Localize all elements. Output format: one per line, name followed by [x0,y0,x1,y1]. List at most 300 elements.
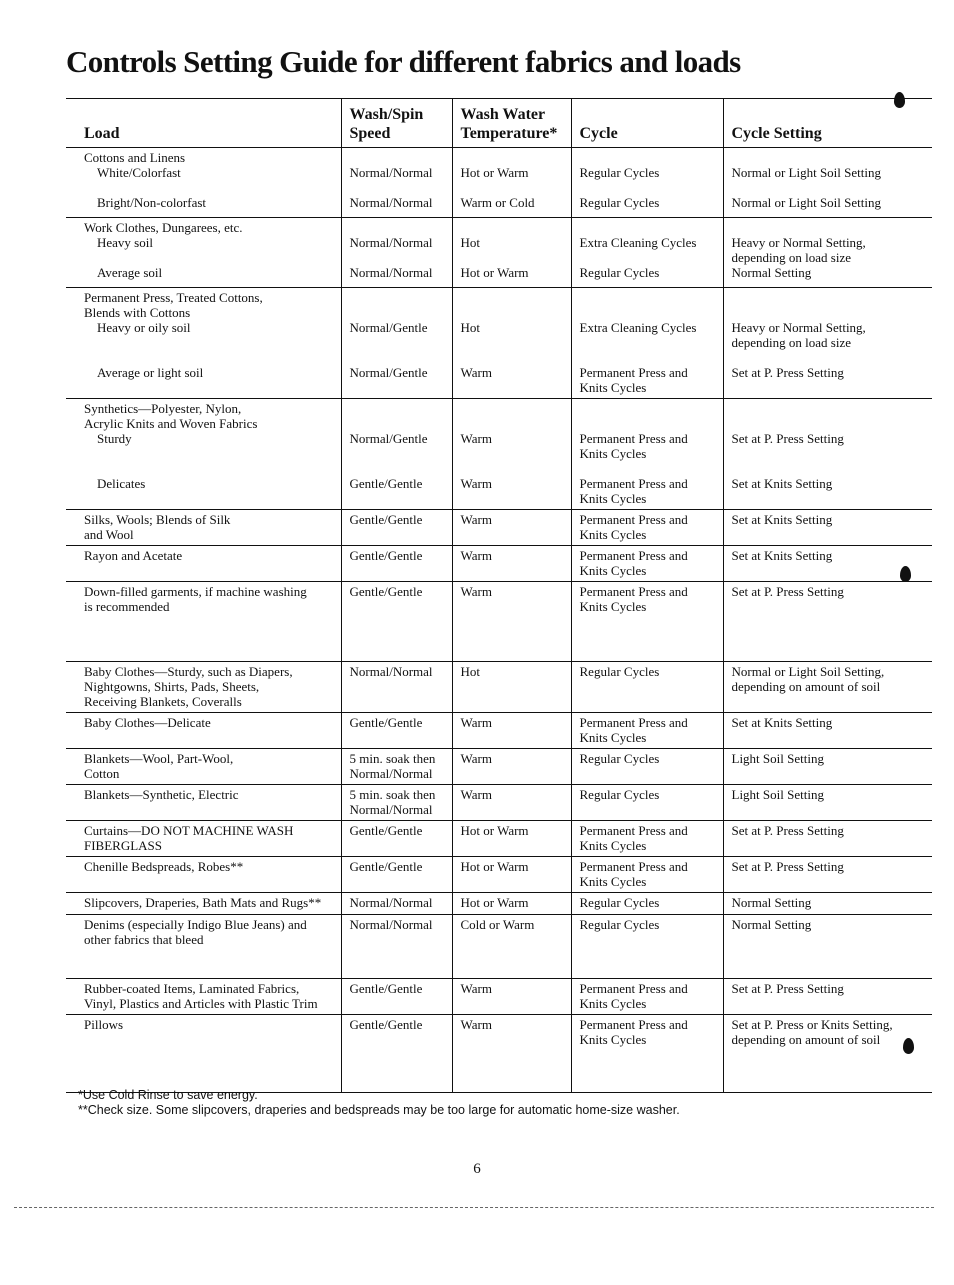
load-line: Receiving Blankets, Coveralls [84,694,242,709]
table-row [66,510,932,546]
cycle-cell [571,821,723,857]
load-line: Permanent Press, Treated Cottons, [84,290,263,305]
table-row [66,1015,932,1093]
controls-setting-table [66,98,932,1093]
cycle-line [580,305,717,320]
load-line: FIBERGLASS [84,838,163,853]
cycle-line: Knits Cycles [579,730,647,745]
cycle-line: Regular Cycles [579,787,660,802]
cycle-line [580,220,717,235]
cycle-cell [571,893,723,915]
temperature-cell [452,1015,571,1093]
load-cell [66,662,341,713]
cycle-line: Permanent Press and [579,981,688,996]
speed-cell [341,148,452,218]
cycle-line: Regular Cycles [579,265,660,280]
load-line: Slipcovers, Draperies, Bath Mats and Rugs** [84,895,322,910]
speed-line: Gentle/Gentle [349,1017,423,1032]
load-line: Rayon and Acetate [84,548,183,563]
cycle-line: Knits Cycles [579,874,647,889]
load-line: Acrylic Knits and Woven Fabrics [84,416,258,431]
cycle-setting-cell [723,582,932,662]
cycle-line: Knits Cycles [579,1032,647,1047]
speed-cell [341,662,452,713]
cycle-line: Knits Cycles [579,527,647,542]
temp-line: Warm [460,787,492,802]
load-cell [66,915,341,979]
temp-line: Hot or Warm [460,859,529,874]
setting-line: Heavy or Normal Setting, [731,235,866,250]
temp-line: Warm [460,512,492,527]
temp-line [461,150,565,165]
cycle-cell [571,582,723,662]
footnote-check-size: **Check size. Some slipcovers, draperies and bedspreads may be too large for automatic home-size washer. [78,1103,680,1117]
speed-line [350,290,446,305]
cycle-line: Permanent Press and [579,1017,688,1032]
speed-line: Gentle/Gentle [349,584,423,599]
load-cell [66,893,341,915]
cycle-line: Extra Cleaning Cycles [579,320,697,335]
setting-line: depending on load size [731,250,851,265]
speed-line: Normal/Normal [349,165,433,180]
temp-line: Hot [460,320,480,335]
speed-cell [341,915,452,979]
cycle-setting-cell [723,510,932,546]
temp-line: Hot [460,235,480,250]
temperature-cell [452,510,571,546]
speed-line [350,305,446,320]
setting-line [732,416,927,431]
cycle-setting-cell [723,821,932,857]
table-body [66,148,932,1093]
temp-line [461,461,565,476]
load-line: Average or light soil [97,365,204,380]
cycle-line: Permanent Press and [579,476,688,491]
load-cell [66,713,341,749]
cycle-cell [571,915,723,979]
temp-line [461,416,565,431]
cycle-cell [571,546,723,582]
load-line: Bright/Non-colorfast [97,195,207,210]
temp-line [461,180,565,195]
speed-line: Normal/Normal [349,895,433,910]
load-cell [66,785,341,821]
cycle-setting-cell [723,857,932,893]
setting-line: Set at Knits Setting [731,548,833,563]
load-line: Cotton [84,766,120,781]
load-cell [66,1015,341,1093]
speed-line [350,180,446,195]
speed-cell [341,785,452,821]
speed-cell [341,218,452,288]
table-row [66,546,932,582]
cycle-cell [571,857,723,893]
temperature-cell [452,662,571,713]
table-row [66,148,932,218]
speed-line: Normal/Gentle [349,320,428,335]
speed-cell [341,510,452,546]
setting-line [732,350,927,365]
cycle-cell [571,510,723,546]
speed-line: Normal/Normal [349,195,433,210]
speed-line: Gentle/Gentle [349,981,423,996]
load-cell [66,510,341,546]
table-row [66,979,932,1015]
cycle-cell [571,288,723,399]
speed-line: Gentle/Gentle [349,715,423,730]
setting-line: Set at P. Press Setting [731,584,844,599]
cycle-cell [571,662,723,713]
cycle-setting-cell [723,288,932,399]
speed-cell [341,1015,452,1093]
load-cell [66,821,341,857]
cycle-line [580,290,717,305]
table-row [66,582,932,662]
load-line: Blankets—Wool, Part-Wool, [84,751,234,766]
cycle-setting-cell [723,713,932,749]
cycle-line: Regular Cycles [579,664,660,679]
speed-line: Normal/Normal [349,802,433,817]
cycle-setting-cell [723,218,932,288]
column-header-cycle: Cycle [571,99,723,148]
speed-line [350,335,446,350]
temp-line: Warm [460,476,492,491]
load-cell [66,288,341,399]
cycle-line: Regular Cycles [579,195,660,210]
speed-line: Normal/Gentle [349,431,428,446]
speed-line: Normal/Normal [349,235,433,250]
setting-line [732,220,927,235]
cycle-line [580,416,717,431]
binder-hole-mark [894,92,905,108]
setting-line: Set at P. Press Setting [731,859,844,874]
column-header-load: Load [84,125,120,142]
setting-line: depending on load size [731,335,851,350]
setting-line [732,290,927,305]
speed-line [350,150,446,165]
temp-line [461,290,565,305]
load-cell [66,749,341,785]
setting-line: depending on amount of soil [731,1032,881,1047]
setting-line: Heavy or Normal Setting, [731,320,866,335]
load-line: Blends with Cottons [84,305,191,320]
temp-line: Warm [460,715,492,730]
speed-line: Gentle/Gentle [349,512,423,527]
cycle-line: Knits Cycles [579,446,647,461]
load-cell [66,582,341,662]
load-line: Curtains—DO NOT MACHINE WASH [84,823,294,838]
temperature-cell [452,979,571,1015]
speed-line: Gentle/Gentle [349,823,423,838]
cycle-line: Permanent Press and [579,365,688,380]
cycle-setting-cell [723,662,932,713]
setting-line [732,446,927,461]
cycle-line: Knits Cycles [579,838,647,853]
setting-line: Normal or Light Soil Setting [731,165,881,180]
temperature-cell [452,399,571,510]
speed-line: 5 min. soak then [349,751,436,766]
setting-line: Set at P. Press or Knits Setting, [731,1017,893,1032]
load-line: Down-filled garments, if machine washing [84,584,307,599]
speed-line: Normal/Normal [349,917,433,932]
footnote-cold-rinse: *Use Cold Rinse to save energy. [78,1088,258,1102]
load-cell [66,218,341,288]
cycle-line: Permanent Press and [579,715,688,730]
setting-line: Normal Setting [731,917,812,932]
setting-line: Light Soil Setting [731,751,824,766]
cycle-line: Regular Cycles [579,165,660,180]
table-row [66,893,932,915]
load-line: Baby Clothes—Delicate [84,715,211,730]
speed-cell [341,546,452,582]
speed-cell [341,288,452,399]
column-header-temperature: Wash Water Temperature* [452,99,571,148]
table-row [66,662,932,713]
load-cell [66,979,341,1015]
cycle-line: Knits Cycles [579,380,647,395]
cycle-cell [571,218,723,288]
setting-line: Normal Setting [731,895,812,910]
speed-line [350,416,446,431]
load-line: Silks, Wools; Blends of Silk [84,512,231,527]
speed-line [350,446,446,461]
cycle-cell [571,749,723,785]
temperature-cell [452,713,571,749]
temperature-cell [452,893,571,915]
setting-line [732,461,927,476]
load-line [84,180,335,195]
speed-line [350,220,446,235]
setting-line: Normal Setting [731,265,812,280]
setting-line: Set at Knits Setting [731,476,833,491]
load-line [84,350,335,365]
load-line [84,446,335,461]
temp-line: Warm [460,365,492,380]
load-line [84,461,335,476]
load-line: and Wool [84,527,134,542]
temp-line [461,401,565,416]
cycle-line [580,250,717,265]
setting-line: Set at P. Press Setting [731,823,844,838]
cycle-setting-cell [723,893,932,915]
table-row [66,399,932,510]
cycle-line: Regular Cycles [579,751,660,766]
cycle-setting-cell [723,979,932,1015]
cycle-cell [571,713,723,749]
load-line: Average soil [97,265,163,280]
load-line: White/Colorfast [97,165,181,180]
page-number: 6 [473,1161,481,1177]
table-row [66,915,932,979]
cycle-line [580,335,717,350]
cycle-line: Regular Cycles [579,895,660,910]
setting-line [732,305,927,320]
cycle-line [580,401,717,416]
column-header-speed: Wash/Spin Speed [341,99,452,148]
setting-line: Set at Knits Setting [731,512,833,527]
cycle-line: Permanent Press and [579,512,688,527]
cycle-line [580,180,717,195]
cycle-line [580,350,717,365]
cycle-cell [571,979,723,1015]
table-row [66,857,932,893]
setting-line: Set at P. Press Setting [731,365,844,380]
temperature-cell [452,821,571,857]
speed-line [350,250,446,265]
speed-line [350,350,446,365]
setting-line: Set at Knits Setting [731,715,833,730]
speed-line: Normal/Normal [349,766,433,781]
speed-cell [341,582,452,662]
speed-cell [341,857,452,893]
load-line: Delicates [97,476,146,491]
speed-line [350,401,446,416]
load-line: Vinyl, Plastics and Articles with Plastic Trim [84,996,318,1011]
cycle-line: Knits Cycles [579,599,647,614]
table-row [66,785,932,821]
binder-hole-mark [903,1038,914,1054]
speed-line: Normal/Normal [349,664,433,679]
temperature-cell [452,857,571,893]
temp-line: Warm [460,431,492,446]
table-header [66,99,932,148]
temp-line [461,446,565,461]
cycle-cell [571,1015,723,1093]
temperature-cell [452,218,571,288]
scan-edge-line [14,1207,934,1208]
load-line: Synthetics—Polyester, Nylon, [84,401,242,416]
temperature-cell [452,288,571,399]
table-row [66,288,932,399]
table-row [66,749,932,785]
table-row [66,713,932,749]
cycle-line: Knits Cycles [579,996,647,1011]
temp-line: Hot or Warm [460,823,529,838]
cycle-line: Permanent Press and [579,431,688,446]
speed-line: Normal/Normal [349,265,433,280]
load-line: Rubber-coated Items, Laminated Fabrics, [84,981,300,996]
speed-line: Gentle/Gentle [349,476,423,491]
temp-line: Warm [460,548,492,563]
cycle-line: Permanent Press and [579,548,688,563]
load-line: Cottons and Linens [84,150,186,165]
setting-line [732,180,927,195]
cycle-cell [571,785,723,821]
setting-line: Normal or Light Soil Setting [731,195,881,210]
cycle-setting-cell [723,148,932,218]
setting-line [732,150,927,165]
setting-line [732,401,927,416]
cycle-line: Knits Cycles [579,491,647,506]
load-line [84,335,335,350]
speed-line: Gentle/Gentle [349,859,423,874]
temp-line: Hot [460,664,480,679]
cycle-setting-cell [723,915,932,979]
cycle-cell [571,399,723,510]
speed-cell [341,713,452,749]
temp-line: Cold or Warm [460,917,535,932]
load-line: is recommended [84,599,170,614]
setting-line: Set at P. Press Setting [731,981,844,996]
speed-cell [341,749,452,785]
load-line: Denims (especially Indigo Blue Jeans) and [84,917,307,932]
load-line: Nightgowns, Shirts, Pads, Sheets, [84,679,260,694]
speed-line: Gentle/Gentle [349,548,423,563]
load-line: Blankets—Synthetic, Electric [84,787,239,802]
setting-line: Normal or Light Soil Setting, [731,664,885,679]
temp-line: Warm [460,751,492,766]
load-line: Chenille Bedspreads, Robes** [84,859,244,874]
speed-line [350,461,446,476]
cycle-line: Permanent Press and [579,859,688,874]
load-line: Sturdy [97,431,132,446]
load-cell [66,546,341,582]
speed-cell [341,893,452,915]
temp-line: Hot or Warm [460,895,529,910]
load-line [84,250,335,265]
temp-line [461,350,565,365]
cycle-line [580,150,717,165]
column-header-cycle-setting: Cycle Setting [723,99,932,148]
speed-line: 5 min. soak then [349,787,436,802]
cycle-setting-cell [723,399,932,510]
temperature-cell [452,915,571,979]
temp-line: Warm or Cold [460,195,535,210]
temp-line [461,335,565,350]
load-line: other fabrics that bleed [84,932,204,947]
header-row [66,99,932,148]
footnotes [78,1088,680,1118]
cycle-line: Knits Cycles [579,563,647,578]
cycle-line: Regular Cycles [579,917,660,932]
speed-cell [341,821,452,857]
temp-line [461,220,565,235]
temp-line [461,305,565,320]
temperature-cell [452,546,571,582]
table-row [66,821,932,857]
page-title: Controls Setting Guide for different fabrics and loads [66,44,741,79]
temperature-cell [452,785,571,821]
temperature-cell [452,582,571,662]
load-line: Heavy soil [97,235,153,250]
cycle-setting-cell [723,749,932,785]
setting-line: Light Soil Setting [731,787,824,802]
temp-line: Warm [460,1017,492,1032]
load-cell [66,857,341,893]
load-line: Work Clothes, Dungarees, etc. [84,220,243,235]
cycle-line: Permanent Press and [579,584,688,599]
temperature-cell [452,148,571,218]
speed-line: Normal/Gentle [349,365,428,380]
table-row [66,218,932,288]
temp-line: Hot or Warm [460,265,529,280]
temperature-cell [452,749,571,785]
temp-line: Warm [460,584,492,599]
cycle-line: Extra Cleaning Cycles [579,235,697,250]
load-cell [66,399,341,510]
speed-cell [341,399,452,510]
load-line: Baby Clothes—Sturdy, such as Diapers, [84,664,293,679]
setting-line: Set at P. Press Setting [731,431,844,446]
load-line: Heavy or oily soil [97,320,191,335]
cycle-line: Permanent Press and [579,823,688,838]
binder-hole-mark [900,566,911,582]
temp-line: Hot or Warm [460,165,529,180]
cycle-setting-cell [723,1015,932,1093]
speed-cell [341,979,452,1015]
cycle-cell [571,148,723,218]
cycle-line [580,461,717,476]
